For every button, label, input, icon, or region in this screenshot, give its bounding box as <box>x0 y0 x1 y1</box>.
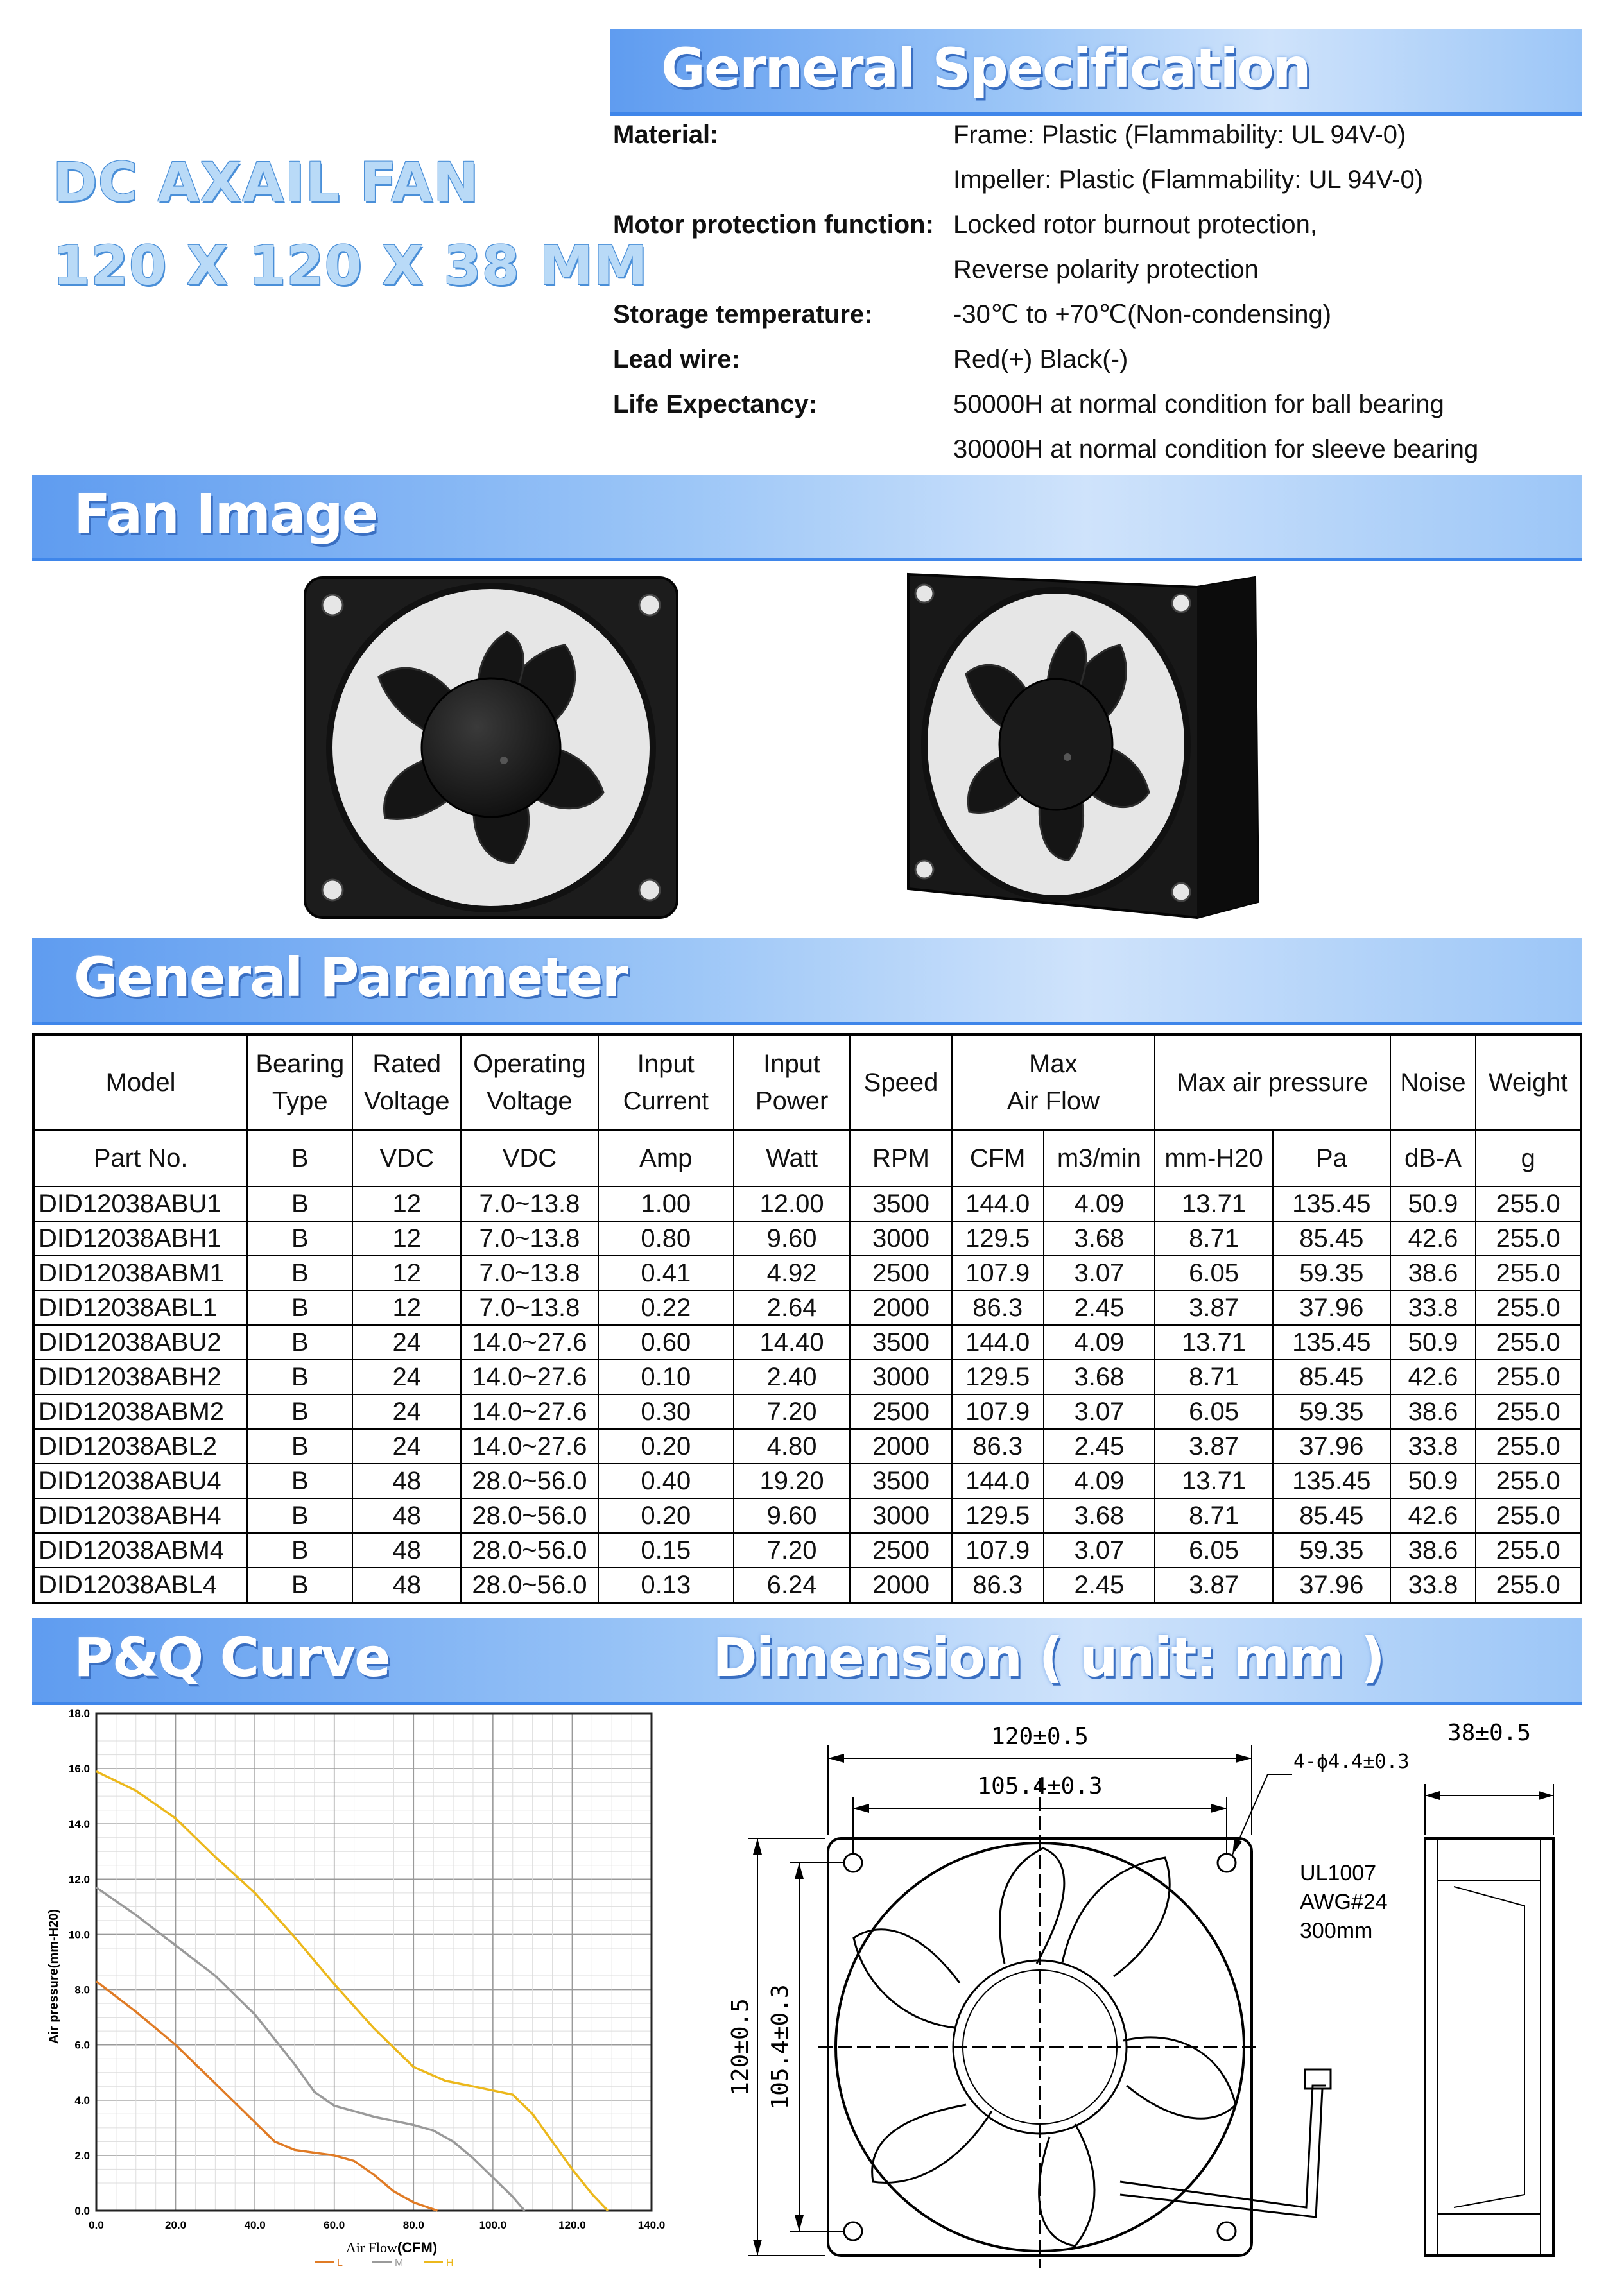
table-cell: 2500 <box>850 1256 951 1290</box>
table-cell: 50.9 <box>1390 1325 1476 1360</box>
table-cell: 0.60 <box>598 1325 734 1360</box>
unit-cell: Part No. <box>33 1130 247 1187</box>
fan-front-image <box>302 574 680 921</box>
side-view-frame <box>1425 1838 1553 2256</box>
part-number-cell: DID12038ABM2 <box>33 1394 247 1429</box>
table-cell: 42.6 <box>1390 1360 1476 1394</box>
x-tick-label: 20.0 <box>165 2219 187 2231</box>
table-cell: 0.15 <box>598 1533 734 1568</box>
part-number-cell: DID12038ABM1 <box>33 1256 247 1290</box>
col-input-power: Input Power <box>734 1034 851 1130</box>
table-cell: 4.92 <box>734 1256 851 1290</box>
unit-cell: mm-H20 <box>1155 1130 1273 1187</box>
dim-inner-height: 105.4±0.3 <box>767 1984 793 2110</box>
col-bearing: Bearing Type <box>247 1034 352 1130</box>
y-tick-label: 0.0 <box>74 2205 90 2217</box>
table-row <box>33 1256 1581 1290</box>
table-cell: 48 <box>352 1498 461 1533</box>
table-cell: 129.5 <box>952 1221 1044 1256</box>
table-cell: B <box>247 1394 352 1429</box>
fan-image-banner <box>32 475 1582 561</box>
part-number-cell: DID12038ABU2 <box>33 1325 247 1360</box>
table-cell: 3.87 <box>1155 1290 1273 1325</box>
unit-cell: dB-A <box>1390 1130 1476 1187</box>
y-tick-label: 6.0 <box>74 2039 90 2052</box>
part-number-cell: DID12038ABL2 <box>33 1429 247 1464</box>
dimension-banner-title: Dimension ( unit: mm ) <box>712 1626 1385 1689</box>
table-cell: 2000 <box>850 1568 951 1603</box>
table-cell: 48 <box>352 1533 461 1568</box>
part-number-cell: DID12038ABH2 <box>33 1360 247 1394</box>
table-cell: 107.9 <box>952 1533 1044 1568</box>
table-cell: 0.30 <box>598 1394 734 1429</box>
table-cell: 4.09 <box>1044 1325 1155 1360</box>
table-cell: 28.0~56.0 <box>461 1498 598 1533</box>
table-cell: 2.45 <box>1044 1290 1155 1325</box>
y-tick-label: 16.0 <box>68 1763 90 1776</box>
unit-cell: g <box>1476 1130 1581 1187</box>
table-cell: 48 <box>352 1464 461 1498</box>
col-max-air-pressure: Max air pressure <box>1155 1034 1390 1130</box>
table-cell: 24 <box>352 1325 461 1360</box>
table-cell: 50.9 <box>1390 1464 1476 1498</box>
table-cell: 3.68 <box>1044 1221 1155 1256</box>
table-cell: 28.0~56.0 <box>461 1568 598 1603</box>
table-row <box>33 1429 1581 1464</box>
table-unit-row <box>33 1130 1581 1187</box>
table-cell: 38.6 <box>1390 1533 1476 1568</box>
dim-inner-width: 105.4±0.3 <box>977 1773 1103 1799</box>
table-cell: 3.07 <box>1044 1533 1155 1568</box>
table-cell: 6.05 <box>1155 1533 1273 1568</box>
legend-label: H <box>446 2257 454 2268</box>
table-row <box>33 1187 1581 1221</box>
series-line-L <box>96 1982 437 2211</box>
table-cell: 3000 <box>850 1498 951 1533</box>
col-max-air-flow: Max Air Flow <box>952 1034 1155 1130</box>
table-cell: 0.20 <box>598 1498 734 1533</box>
table-row <box>33 1394 1581 1429</box>
series-line-H <box>96 1771 608 2211</box>
col-speed: Speed <box>850 1034 951 1130</box>
table-cell: 12 <box>352 1256 461 1290</box>
table-cell: 13.71 <box>1155 1464 1273 1498</box>
spec-banner <box>610 29 1582 116</box>
table-cell: 6.24 <box>734 1568 851 1603</box>
parameter-banner <box>32 938 1582 1025</box>
table-cell: 37.96 <box>1273 1429 1390 1464</box>
part-number-cell: DID12038ABM4 <box>33 1533 247 1568</box>
table-cell: 59.35 <box>1273 1533 1390 1568</box>
table-cell: 13.71 <box>1155 1325 1273 1360</box>
table-cell: 135.45 <box>1273 1325 1390 1360</box>
table-cell: 255.0 <box>1476 1256 1581 1290</box>
x-tick-label: 60.0 <box>324 2219 345 2231</box>
unit-cell: Watt <box>734 1130 851 1187</box>
table-cell: 28.0~56.0 <box>461 1464 598 1498</box>
pq-banner-title: P&Q Curve <box>74 1626 390 1689</box>
table-cell: 144.0 <box>952 1464 1044 1498</box>
table-cell: 59.35 <box>1273 1256 1390 1290</box>
table-cell: B <box>247 1290 352 1325</box>
table-cell: 7.0~13.8 <box>461 1187 598 1221</box>
table-cell: 14.0~27.6 <box>461 1394 598 1429</box>
col-weight: Weight <box>1476 1034 1581 1130</box>
table-cell: 255.0 <box>1476 1360 1581 1394</box>
part-number-cell: DID12038ABU1 <box>33 1187 247 1221</box>
table-cell: 255.0 <box>1476 1498 1581 1533</box>
legend-label: L <box>337 2257 343 2268</box>
x-tick-label: 0.0 <box>89 2219 104 2231</box>
table-cell: 38.6 <box>1390 1256 1476 1290</box>
table-cell: 33.8 <box>1390 1568 1476 1603</box>
y-tick-label: 14.0 <box>68 1818 90 1831</box>
table-cell: 4.09 <box>1044 1464 1155 1498</box>
x-tick-label: 120.0 <box>558 2219 586 2231</box>
table-cell: B <box>247 1256 352 1290</box>
product-title-line2: 120 X 120 X 38 MM <box>53 234 648 297</box>
table-cell: 2500 <box>850 1394 951 1429</box>
table-cell: 12.00 <box>734 1187 851 1221</box>
table-cell: 0.22 <box>598 1290 734 1325</box>
table-cell: 3.68 <box>1044 1498 1155 1533</box>
table-cell: 8.71 <box>1155 1221 1273 1256</box>
table-cell: 3.87 <box>1155 1568 1273 1603</box>
legend-label: M <box>395 2257 404 2268</box>
spec-banner-title: Gerneral Specification <box>661 37 1310 99</box>
table-cell: 3.68 <box>1044 1360 1155 1394</box>
table-cell: 85.45 <box>1273 1360 1390 1394</box>
table-row <box>33 1360 1581 1394</box>
unit-cell: VDC <box>461 1130 598 1187</box>
table-cell: 0.80 <box>598 1221 734 1256</box>
table-cell: 0.10 <box>598 1360 734 1394</box>
table-row <box>33 1464 1581 1498</box>
table-cell: 3.87 <box>1155 1429 1273 1464</box>
table-cell: B <box>247 1498 352 1533</box>
wire-spec-2: AWG#24 <box>1300 1890 1388 1914</box>
table-cell: 3500 <box>850 1187 951 1221</box>
x-tick-label: 100.0 <box>479 2219 507 2231</box>
col-noise: Noise <box>1390 1034 1476 1130</box>
dim-outer-width: 120±0.5 <box>991 1724 1089 1750</box>
table-cell: B <box>247 1568 352 1603</box>
table-cell: 38.6 <box>1390 1394 1476 1429</box>
table-cell: 85.45 <box>1273 1498 1390 1533</box>
table-cell: 86.3 <box>952 1290 1044 1325</box>
table-cell: 14.0~27.6 <box>461 1325 598 1360</box>
table-cell: 255.0 <box>1476 1187 1581 1221</box>
table-cell: 255.0 <box>1476 1394 1581 1429</box>
table-cell: 129.5 <box>952 1360 1044 1394</box>
table-cell: 135.45 <box>1273 1187 1390 1221</box>
table-cell: 2000 <box>850 1290 951 1325</box>
table-cell: 13.71 <box>1155 1187 1273 1221</box>
product-title-line1: DC AXAIL FAN <box>53 151 479 214</box>
table-cell: 3000 <box>850 1360 951 1394</box>
x-axis-label: Air Flow(CFM) <box>345 2240 438 2256</box>
table-cell: B <box>247 1187 352 1221</box>
pq-chart <box>35 1701 696 2272</box>
table-cell: 6.05 <box>1155 1394 1273 1429</box>
table-cell: 59.35 <box>1273 1394 1390 1429</box>
part-number-cell: DID12038ABU4 <box>33 1464 247 1498</box>
dim-hole: 4-ϕ4.4±0.3 <box>1293 1751 1410 1773</box>
table-cell: 86.3 <box>952 1429 1044 1464</box>
y-tick-label: 2.0 <box>74 2149 90 2162</box>
table-cell: 3.07 <box>1044 1394 1155 1429</box>
table-cell: 255.0 <box>1476 1464 1581 1498</box>
unit-cell: RPM <box>850 1130 951 1187</box>
table-cell: 255.0 <box>1476 1325 1581 1360</box>
table-cell: B <box>247 1533 352 1568</box>
table-cell: 2.45 <box>1044 1568 1155 1603</box>
table-cell: 129.5 <box>952 1498 1044 1533</box>
col-model: Model <box>33 1034 247 1130</box>
table-row <box>33 1498 1581 1533</box>
table-cell: 37.96 <box>1273 1290 1390 1325</box>
table-cell: 4.80 <box>734 1429 851 1464</box>
table-cell: 144.0 <box>952 1187 1044 1221</box>
table-cell: 12 <box>352 1187 461 1221</box>
table-cell: 85.45 <box>1273 1221 1390 1256</box>
table-cell: 3.07 <box>1044 1256 1155 1290</box>
table-cell: 33.8 <box>1390 1290 1476 1325</box>
table-cell: B <box>247 1360 352 1394</box>
table-cell: 135.45 <box>1273 1464 1390 1498</box>
table-cell: 24 <box>352 1394 461 1429</box>
table-cell: B <box>247 1429 352 1464</box>
unit-cell: m3/min <box>1044 1130 1155 1187</box>
table-cell: 42.6 <box>1390 1498 1476 1533</box>
table-cell: 8.71 <box>1155 1360 1273 1394</box>
y-tick-label: 18.0 <box>68 1708 90 1720</box>
table-cell: 24 <box>352 1429 461 1464</box>
pq-dimension-banner <box>32 1618 1582 1705</box>
table-cell: 2.64 <box>734 1290 851 1325</box>
table-cell: 3500 <box>850 1325 951 1360</box>
unit-cell: VDC <box>352 1130 461 1187</box>
table-cell: 48 <box>352 1568 461 1603</box>
table-cell: 7.0~13.8 <box>461 1256 598 1290</box>
part-number-cell: DID12038ABL1 <box>33 1290 247 1325</box>
table-cell: 50.9 <box>1390 1187 1476 1221</box>
table-cell: 7.20 <box>734 1394 851 1429</box>
table-cell: 12 <box>352 1290 461 1325</box>
table-cell: 0.41 <box>598 1256 734 1290</box>
x-tick-label: 80.0 <box>402 2219 424 2231</box>
table-cell: 255.0 <box>1476 1533 1581 1568</box>
fan-image-banner-title: Fan Image <box>74 483 377 545</box>
table-cell: 107.9 <box>952 1394 1044 1429</box>
unit-cell: Amp <box>598 1130 734 1187</box>
dimension-drawing <box>716 1694 1595 2272</box>
table-cell: 9.60 <box>734 1221 851 1256</box>
part-number-cell: DID12038ABH1 <box>33 1221 247 1256</box>
table-cell: 0.40 <box>598 1464 734 1498</box>
y-axis-label: Air pressure(mm-H20) <box>47 1908 61 2044</box>
wire-spec-1: UL1007 <box>1300 1861 1377 1885</box>
table-row <box>33 1325 1581 1360</box>
table-cell: 255.0 <box>1476 1568 1581 1603</box>
table-cell: 3500 <box>850 1464 951 1498</box>
table-cell: B <box>247 1221 352 1256</box>
table-cell: 86.3 <box>952 1568 1044 1603</box>
table-cell: B <box>247 1325 352 1360</box>
unit-cell: B <box>247 1130 352 1187</box>
table-cell: 2500 <box>850 1533 951 1568</box>
table-header-row <box>33 1034 1581 1130</box>
y-tick-label: 10.0 <box>68 1928 90 1941</box>
table-cell: B <box>247 1464 352 1498</box>
table-cell: 8.71 <box>1155 1498 1273 1533</box>
table-cell: 255.0 <box>1476 1221 1581 1256</box>
table-cell: 1.00 <box>598 1187 734 1221</box>
table-cell: 7.0~13.8 <box>461 1221 598 1256</box>
table-row <box>33 1290 1581 1325</box>
unit-cell: Pa <box>1273 1130 1390 1187</box>
fan-angled-image <box>895 568 1261 927</box>
y-tick-label: 4.0 <box>74 2094 90 2107</box>
dim-depth: 38±0.5 <box>1447 1720 1532 1746</box>
parameter-table <box>32 1033 1582 1604</box>
part-number-cell: DID12038ABL4 <box>33 1568 247 1603</box>
table-cell: 14.40 <box>734 1325 851 1360</box>
table-row <box>33 1221 1581 1256</box>
table-cell: 144.0 <box>952 1325 1044 1360</box>
y-tick-label: 12.0 <box>68 1873 90 1886</box>
table-cell: 2000 <box>850 1429 951 1464</box>
table-cell: 28.0~56.0 <box>461 1533 598 1568</box>
dim-outer-height: 120±0.5 <box>727 1998 754 2096</box>
table-cell: 2.45 <box>1044 1429 1155 1464</box>
col-rated-voltage: Rated Voltage <box>352 1034 461 1130</box>
table-cell: 42.6 <box>1390 1221 1476 1256</box>
x-tick-label: 40.0 <box>244 2219 266 2231</box>
table-cell: 255.0 <box>1476 1290 1581 1325</box>
table-cell: 33.8 <box>1390 1429 1476 1464</box>
table-cell: 37.96 <box>1273 1568 1390 1603</box>
wire-spec-3: 300mm <box>1300 1919 1373 1943</box>
col-operating-voltage: Operating Voltage <box>461 1034 598 1130</box>
table-cell: 7.0~13.8 <box>461 1290 598 1325</box>
table-cell: 12 <box>352 1221 461 1256</box>
table-cell: 9.60 <box>734 1498 851 1533</box>
table-row <box>33 1533 1581 1568</box>
table-cell: 4.09 <box>1044 1187 1155 1221</box>
x-tick-label: 140.0 <box>637 2219 666 2231</box>
table-cell: 0.13 <box>598 1568 734 1603</box>
unit-cell: CFM <box>952 1130 1044 1187</box>
table-cell: 7.20 <box>734 1533 851 1568</box>
table-cell: 14.0~27.6 <box>461 1429 598 1464</box>
series-line-M <box>96 1887 524 2211</box>
table-cell: 0.20 <box>598 1429 734 1464</box>
table-cell: 107.9 <box>952 1256 1044 1290</box>
parameter-banner-title: General Parameter <box>74 946 627 1009</box>
table-cell: 19.20 <box>734 1464 851 1498</box>
table-cell: 2.40 <box>734 1360 851 1394</box>
table-row <box>33 1568 1581 1603</box>
table-cell: 3000 <box>850 1221 951 1256</box>
table-cell: 24 <box>352 1360 461 1394</box>
table-cell: 6.05 <box>1155 1256 1273 1290</box>
table-cell: 255.0 <box>1476 1429 1581 1464</box>
y-tick-label: 8.0 <box>74 1983 90 1996</box>
table-cell: 14.0~27.6 <box>461 1360 598 1394</box>
part-number-cell: DID12038ABH4 <box>33 1498 247 1533</box>
col-input-current: Input Current <box>598 1034 734 1130</box>
